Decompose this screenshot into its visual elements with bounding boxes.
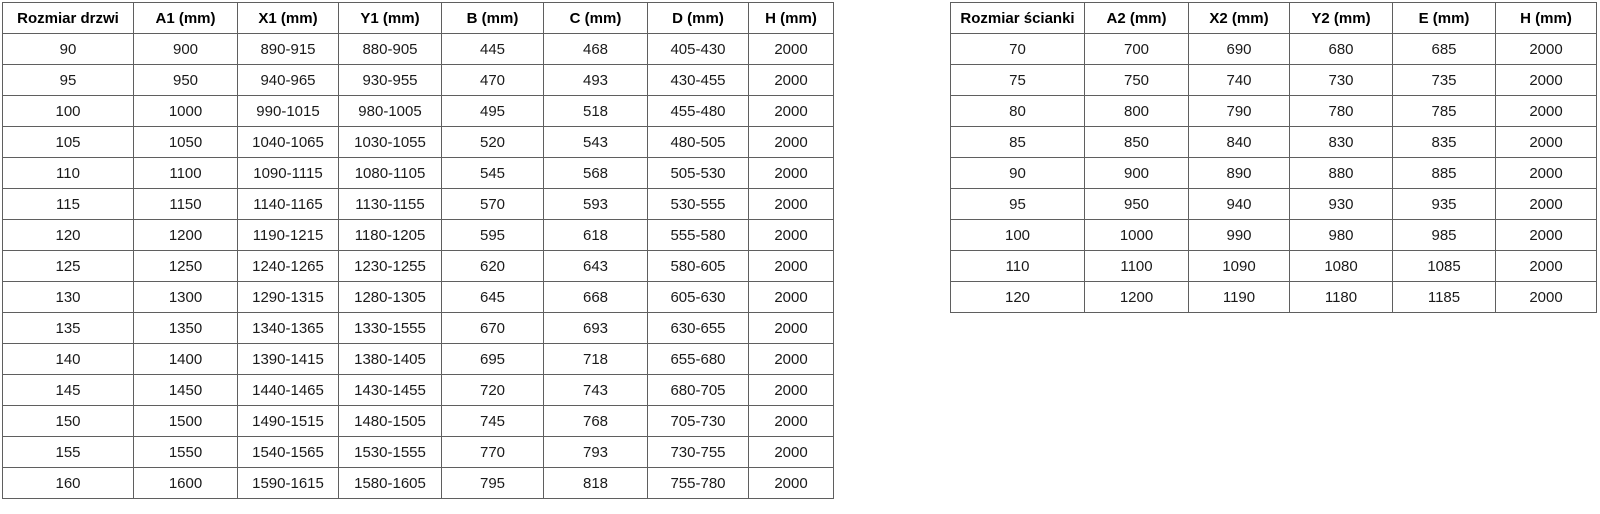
table-cell: 520 [442,127,544,158]
table-cell: 2000 [749,189,834,220]
table-cell: 795 [442,468,544,499]
table-cell: 1200 [1085,282,1189,313]
table-cell: 1340-1365 [238,313,339,344]
table-cell: 900 [1085,158,1189,189]
table-cell: 940-965 [238,65,339,96]
table-cell: 160 [3,468,134,499]
table-cell: 470 [442,65,544,96]
table-cell: 2000 [1496,189,1597,220]
table-cell: 2000 [749,437,834,468]
table-row [3,375,834,406]
table-cell: 940 [1189,189,1290,220]
table-row [3,344,834,375]
table-cell: 1250 [134,251,238,282]
table-cell: 840 [1189,127,1290,158]
table-cell: 695 [442,344,544,375]
table-cell: 1080-1105 [339,158,442,189]
table-cell: 2000 [1496,158,1597,189]
table-cell: 980 [1290,220,1393,251]
table-cell: 1150 [134,189,238,220]
table-cell: 693 [544,313,648,344]
table-cell: 835 [1393,127,1496,158]
column-header: X2 (mm) [1189,3,1290,34]
table-row [951,282,1597,313]
table-cell: 680 [1290,34,1393,65]
table-cell: 950 [1085,189,1189,220]
table-cell: 580-605 [648,251,749,282]
table-cell: 800 [1085,96,1189,127]
table-cell: 643 [544,251,648,282]
table-cell: 110 [951,251,1085,282]
table-cell: 1140-1165 [238,189,339,220]
table-cell: 1085 [1393,251,1496,282]
wall-table-body [951,34,1597,313]
table-row [3,437,834,468]
table-cell: 1180-1205 [339,220,442,251]
table-cell: 2000 [749,468,834,499]
table-cell: 1590-1615 [238,468,339,499]
table-cell: 530-555 [648,189,749,220]
table-cell: 2000 [749,65,834,96]
table-cell: 555-580 [648,220,749,251]
table-cell: 1500 [134,406,238,437]
column-header: H (mm) [1496,3,1597,34]
table-cell: 95 [3,65,134,96]
table-cell: 1130-1155 [339,189,442,220]
table-cell: 2000 [749,344,834,375]
table-cell: 935 [1393,189,1496,220]
table-cell: 1030-1055 [339,127,442,158]
table-cell: 495 [442,96,544,127]
table-row [951,34,1597,65]
table-cell: 1280-1305 [339,282,442,313]
table-row [951,189,1597,220]
table-cell: 1080 [1290,251,1393,282]
table-cell: 85 [951,127,1085,158]
table-cell: 2000 [749,313,834,344]
table-cell: 990-1015 [238,96,339,127]
table-cell: 140 [3,344,134,375]
table-cell: 980-1005 [339,96,442,127]
table-cell: 2000 [749,406,834,437]
table-cell: 735 [1393,65,1496,96]
table-cell: 990 [1189,220,1290,251]
table-cell: 75 [951,65,1085,96]
table-cell: 1330-1555 [339,313,442,344]
table-cell: 830 [1290,127,1393,158]
table-cell: 480-505 [648,127,749,158]
table-cell: 1230-1255 [339,251,442,282]
table-cell: 505-530 [648,158,749,189]
table-cell: 150 [3,406,134,437]
table-cell: 618 [544,220,648,251]
table-row [3,96,834,127]
table-cell: 445 [442,34,544,65]
header-row [951,3,1597,34]
door-sizes-table [2,2,834,499]
table-cell: 880 [1290,158,1393,189]
table-cell: 405-430 [648,34,749,65]
table-cell: 130 [3,282,134,313]
table-cell: 645 [442,282,544,313]
table-row [3,220,834,251]
table-cell: 768 [544,406,648,437]
table-cell: 1190 [1189,282,1290,313]
table-cell: 2000 [1496,282,1597,313]
table-cell: 2000 [749,251,834,282]
table-cell: 605-630 [648,282,749,313]
table-cell: 785 [1393,96,1496,127]
table-cell: 740 [1189,65,1290,96]
table-cell: 1480-1505 [339,406,442,437]
table-cell: 685 [1393,34,1496,65]
table-cell: 568 [544,158,648,189]
table-cell: 1290-1315 [238,282,339,313]
column-header: C (mm) [544,3,648,34]
table-row [951,158,1597,189]
table-cell: 1040-1065 [238,127,339,158]
table-cell: 2000 [1496,96,1597,127]
table-cell: 100 [3,96,134,127]
table-cell: 743 [544,375,648,406]
column-header: A1 (mm) [134,3,238,34]
column-header: Y2 (mm) [1290,3,1393,34]
column-header: A2 (mm) [1085,3,1189,34]
table-row [3,468,834,499]
table-cell: 90 [3,34,134,65]
table-cell: 1530-1555 [339,437,442,468]
table-cell: 105 [3,127,134,158]
table-cell: 890-915 [238,34,339,65]
table-cell: 1550 [134,437,238,468]
table-cell: 2000 [749,34,834,65]
table-cell: 1000 [134,96,238,127]
column-header: X1 (mm) [238,3,339,34]
table-cell: 70 [951,34,1085,65]
table-cell: 2000 [749,282,834,313]
table-row [3,65,834,96]
table-cell: 2000 [1496,220,1597,251]
table-cell: 2000 [1496,65,1597,96]
table-cell: 1090-1115 [238,158,339,189]
table-cell: 700 [1085,34,1189,65]
table-cell: 90 [951,158,1085,189]
table-cell: 705-730 [648,406,749,437]
table-cell: 155 [3,437,134,468]
table-cell: 780 [1290,96,1393,127]
table-cell: 110 [3,158,134,189]
table-cell: 1490-1515 [238,406,339,437]
column-header: Y1 (mm) [339,3,442,34]
table-cell: 1050 [134,127,238,158]
table-cell: 670 [442,313,544,344]
table-cell: 1390-1415 [238,344,339,375]
table-cell: 125 [3,251,134,282]
table-row [3,127,834,158]
table-cell: 770 [442,437,544,468]
table-cell: 668 [544,282,648,313]
table-cell: 1200 [134,220,238,251]
table-cell: 890 [1189,158,1290,189]
table-row [3,158,834,189]
wall-table-header [951,3,1597,34]
column-header: D (mm) [648,3,749,34]
table-cell: 1400 [134,344,238,375]
table-cell: 595 [442,220,544,251]
column-header: B (mm) [442,3,544,34]
table-cell: 545 [442,158,544,189]
table-row [951,96,1597,127]
table-cell: 885 [1393,158,1496,189]
table-cell: 120 [951,282,1085,313]
table-cell: 930-955 [339,65,442,96]
door-table-body [3,34,834,499]
table-row [951,65,1597,96]
column-header: Rozmiar ścianki [951,3,1085,34]
table-cell: 1580-1605 [339,468,442,499]
column-header: Rozmiar drzwi [3,3,134,34]
table-cell: 985 [1393,220,1496,251]
table-row [951,251,1597,282]
table-cell: 1430-1455 [339,375,442,406]
table-cell: 900 [134,34,238,65]
table-cell: 880-905 [339,34,442,65]
wall-sizes-table [950,2,1597,313]
table-cell: 730-755 [648,437,749,468]
table-cell: 95 [951,189,1085,220]
table-cell: 1450 [134,375,238,406]
table-cell: 690 [1189,34,1290,65]
table-cell: 1350 [134,313,238,344]
table-cell: 135 [3,313,134,344]
table-cell: 2000 [749,158,834,189]
table-cell: 100 [951,220,1085,251]
table-cell: 1600 [134,468,238,499]
table-cell: 1100 [134,158,238,189]
table-cell: 793 [544,437,648,468]
table-row [3,34,834,65]
table-cell: 493 [544,65,648,96]
table-cell: 1180 [1290,282,1393,313]
table-cell: 1000 [1085,220,1189,251]
table-cell: 2000 [749,220,834,251]
table-cell: 1090 [1189,251,1290,282]
table-cell: 518 [544,96,648,127]
table-cell: 1240-1265 [238,251,339,282]
table-cell: 543 [544,127,648,158]
table-cell: 2000 [749,96,834,127]
door-table-header [3,3,834,34]
table-cell: 593 [544,189,648,220]
table-row [3,406,834,437]
table-row [3,189,834,220]
table-cell: 720 [442,375,544,406]
table-cell: 630-655 [648,313,749,344]
table-row [3,282,834,313]
table-cell: 1440-1465 [238,375,339,406]
table-cell: 730 [1290,65,1393,96]
table-cell: 1380-1405 [339,344,442,375]
table-cell: 2000 [749,375,834,406]
table-cell: 80 [951,96,1085,127]
table-cell: 2000 [1496,127,1597,158]
header-row [3,3,834,34]
table-cell: 680-705 [648,375,749,406]
table-cell: 570 [442,189,544,220]
table-cell: 850 [1085,127,1189,158]
table-cell: 790 [1189,96,1290,127]
table-cell: 750 [1085,65,1189,96]
table-cell: 1190-1215 [238,220,339,251]
table-cell: 430-455 [648,65,749,96]
table-cell: 455-480 [648,96,749,127]
table-cell: 468 [544,34,648,65]
table-cell: 2000 [1496,34,1597,65]
table-cell: 745 [442,406,544,437]
table-cell: 620 [442,251,544,282]
table-row [951,220,1597,251]
column-header: E (mm) [1393,3,1496,34]
table-cell: 115 [3,189,134,220]
table-row [3,251,834,282]
table-cell: 1300 [134,282,238,313]
table-cell: 755-780 [648,468,749,499]
table-cell: 2000 [1496,251,1597,282]
table-cell: 818 [544,468,648,499]
table-cell: 930 [1290,189,1393,220]
table-cell: 2000 [749,127,834,158]
column-header: H (mm) [749,3,834,34]
table-cell: 145 [3,375,134,406]
table-cell: 655-680 [648,344,749,375]
table-cell: 1185 [1393,282,1496,313]
table-cell: 120 [3,220,134,251]
table-cell: 1540-1565 [238,437,339,468]
table-row [951,127,1597,158]
table-cell: 950 [134,65,238,96]
table-cell: 1100 [1085,251,1189,282]
table-cell: 718 [544,344,648,375]
table-row [3,313,834,344]
